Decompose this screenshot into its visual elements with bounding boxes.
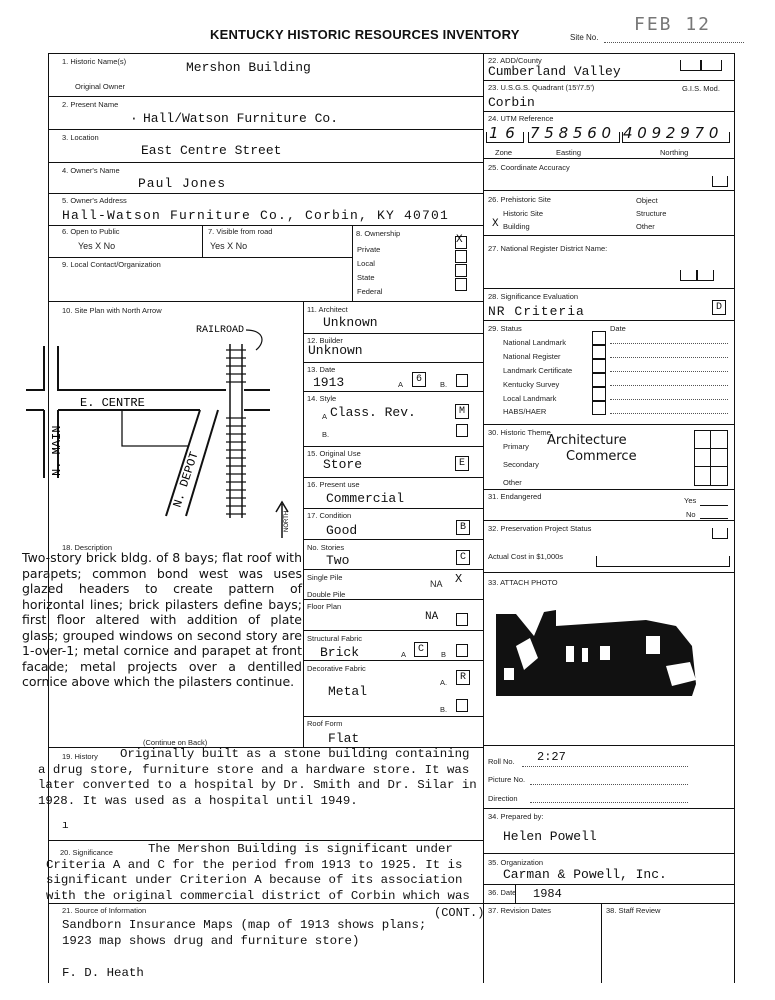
ownership-private: Private (357, 245, 381, 254)
attached-photo (496, 606, 702, 696)
f23-label: 23. U.S.G.S. Quadrant (15'/7.5') (488, 83, 595, 92)
f6-label: 6. Open to Public (62, 227, 120, 236)
organization: Carman & Powell, Inc. (503, 867, 667, 882)
map-centre-label: E. CENTRE (80, 396, 145, 410)
f30-label: 30. Historic Theme (488, 428, 551, 437)
date-code: 6 (412, 372, 426, 387)
original-owner-label: Original Owner (75, 82, 126, 91)
usgs-quadrant: Corbin (488, 95, 535, 110)
description-text: Two-story brick bldg. of 8 bays; flat roof with parapets; common bond west was uses glazed headers to create pattern of horizontal lines; brick pilasters define bays; first floor altered with addition of plate glass; grouped windows on second story are 1-over-1; metal cornice and parapet at front facade; metal projects over a dentilled cornice above which the pilasters continue. (22, 550, 302, 689)
original-use-code: E (455, 456, 469, 471)
f1-label: 1. Historic Name(s) (62, 57, 127, 66)
f8-label: 8. Ownership (356, 229, 401, 238)
f7-label: 7. Visible from road (208, 227, 273, 236)
picture-no-label: Picture No. (488, 775, 526, 784)
floor-plan-label: Floor Plan (307, 602, 342, 611)
f33-label: 33. ATTACH PHOTO (488, 578, 558, 587)
location: East Centre Street (141, 143, 282, 158)
roof-form: Flat (328, 731, 360, 746)
theme-primary: Architecture (547, 433, 627, 448)
utm-zone: 1 6 (489, 124, 516, 142)
f12-label: 12. Builder (307, 336, 343, 345)
stories-code: C (456, 550, 470, 565)
significance-text: The Mershon Building is significant under Criteria A and C for the period from 1913 to 1925. It is significant under Criterion A because of its association with the original commercial district of Corbin which was (46, 842, 470, 903)
stories: Two (326, 553, 350, 568)
map-north-label: NORTH (284, 510, 290, 532)
present-name: Hall/Watson Furniture Co. (143, 111, 339, 126)
roll-no-label: Roll No. (488, 757, 515, 766)
source-person: F. D. Heath (62, 966, 144, 980)
f32-label: 32. Preservation Project Status (488, 524, 592, 533)
open-to-public: Yes X No (78, 241, 116, 251)
f35-label: 35. Organization (488, 858, 544, 867)
prepared-by: Helen Powell (503, 829, 597, 844)
map-railroad-label: RAILROAD (196, 325, 245, 336)
decorative-fabric: Metal (328, 684, 368, 699)
f2-label: 2. Present Name (62, 100, 119, 109)
pile-mark: X (455, 572, 463, 586)
add-county: Cumberland Valley (488, 64, 621, 79)
roll-no: 2:27 (537, 750, 566, 764)
f13-label: 13. Date (307, 365, 336, 374)
owner-address: Hall-Watson Furniture Co., Corbin, KY 40701 (62, 208, 450, 223)
f36-label: 36. Date (488, 888, 517, 897)
nr-criteria: NR Criteria (488, 304, 585, 319)
f22-label: 22. ADD/County (488, 56, 542, 65)
style-code: M (455, 404, 469, 419)
style: Class. Rev. (330, 405, 416, 420)
decorative-fabric-label: Decorative Fabric (307, 664, 366, 673)
ownership-mark: X (456, 234, 463, 246)
architect: Unknown (323, 315, 378, 330)
ownership-local: Local (357, 259, 375, 268)
roof-form-label: Roof Form (307, 719, 343, 728)
site-no-label: Site No. (570, 33, 599, 42)
f25-label: 25. Coordinate Accuracy (488, 163, 570, 172)
f29-label: 29. Status (488, 324, 522, 333)
f26-label: 26. Prehistoric Site (488, 195, 551, 204)
original-use: Store (323, 457, 363, 472)
structural-fabric-label: Structural Fabric (307, 634, 363, 643)
building-mark: X (492, 218, 499, 230)
f4-label: 4. Owner's Name (62, 166, 120, 175)
f38-label: 38. Staff Review (606, 906, 661, 915)
visible-from-road: Yes X No (210, 241, 248, 251)
theme-secondary: Commerce (566, 449, 637, 464)
f24-label: 24. UTM Reference (488, 114, 554, 123)
continued-marker: (CONT.) (434, 906, 485, 920)
f10-label: 10. Site Plan with North Arrow (62, 306, 162, 315)
history-text: Originally built as a stone building containing a drug store, furniture store and a hardware store. It was later converted to a hospital by Dr. Smith and Dr. Silar in 1928. It was used as a hospital until 1949. (38, 747, 477, 808)
f19-label: 19. History (62, 752, 98, 761)
condition-code: B (456, 520, 470, 535)
f28-label: 28. Significance Evaluation (488, 292, 579, 301)
f3-label: 3. Location (62, 133, 99, 142)
f18-label: 18. Description (62, 543, 113, 552)
f31-label: 31. Endangered (488, 492, 542, 501)
f17-label: 17. Condition (307, 511, 352, 520)
decorative-code: R (456, 670, 470, 685)
date-built: 1913 (313, 375, 345, 390)
f20-label: 20. Significance (60, 848, 113, 857)
structural-code: C (414, 642, 428, 657)
continue-on-back: (Continue on Back) (143, 738, 208, 747)
map-depot-label: N. DEPOT (170, 450, 202, 510)
f37-label: 37. Revision Dates (488, 906, 551, 915)
gis-label: G.I.S. Mod. (682, 84, 720, 93)
condition: Good (326, 523, 358, 538)
site-plan-map (20, 318, 302, 540)
stories-label: No. Stories (307, 543, 345, 552)
f5-label: 5. Owner's Address (62, 196, 127, 205)
historic-name: Mershon Building (186, 60, 311, 75)
present-use: Commercial (326, 491, 405, 506)
prepared-date: 1984 (533, 887, 562, 901)
double-pile-label: Double Pile (307, 590, 346, 599)
f16-label: 16. Present use (307, 480, 360, 489)
f21-label: 21. Source of Information (62, 906, 147, 915)
significance-code: D (712, 300, 726, 315)
structural-fabric: Brick (320, 645, 360, 660)
f15-label: 15. Original Use (307, 449, 361, 458)
owner-name: Paul Jones (138, 176, 227, 191)
f27-label: 27. National Register District Name: (488, 244, 608, 253)
map-main-label: N. MAIN (50, 425, 64, 476)
f9-label: 9. Local Contact/Organization (62, 260, 161, 269)
form-title: KENTUCKY HISTORIC RESOURCES INVENTORY (210, 27, 520, 42)
utm-easting: 7 5 8 5 6 0 (530, 124, 612, 142)
utm-northing: 4 0 9 2 9 7 0 (623, 124, 719, 142)
f14-label: 14. Style (307, 394, 337, 403)
f34-label: 34. Prepared by: (488, 812, 544, 821)
direction-label: Direction (488, 794, 518, 803)
f11-label: 11. Architect (307, 305, 348, 314)
ownership-federal: Federal (357, 287, 383, 296)
actual-cost-label: Actual Cost in $1,000s (488, 552, 564, 561)
single-pile-label: Single Pile (307, 573, 343, 582)
received-stamp: FEB 12 (634, 14, 712, 35)
ownership-state: State (357, 273, 375, 282)
source-text: Sandborn Insurance Maps (map of 1913 shows plans; 1923 map shows drug and furniture store) (62, 918, 427, 948)
builder: Unknown (308, 343, 363, 358)
